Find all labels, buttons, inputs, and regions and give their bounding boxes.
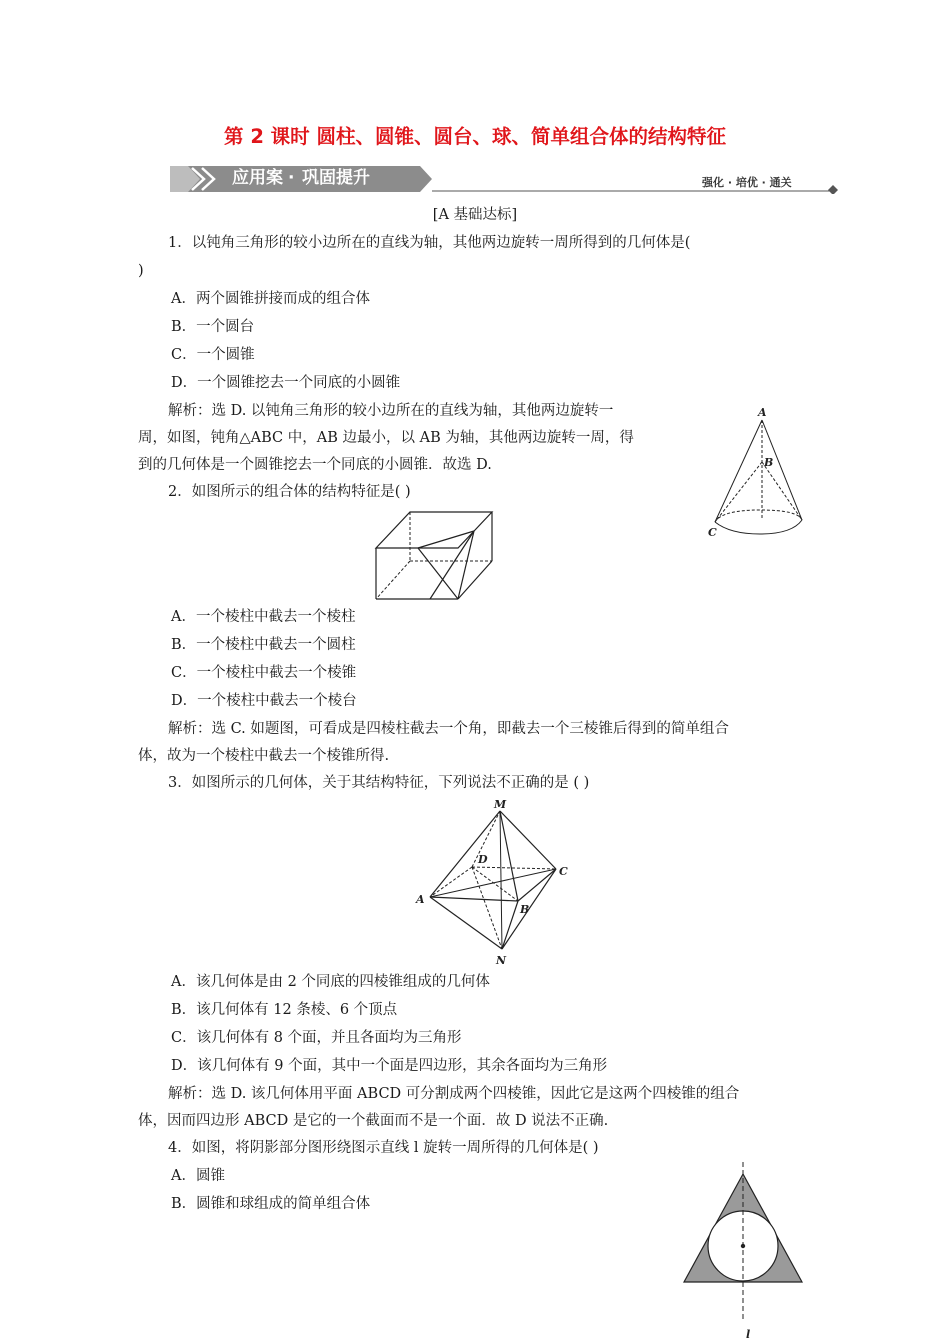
q4-triangle-figure xyxy=(676,1162,811,1342)
q1-option-b: B．一个圆台 xyxy=(171,319,255,335)
q3-option-d: D．该几何体有 9 个面，其中一个面是四边形，其余各面均为三角形 xyxy=(171,1058,608,1074)
q3-label-b: B xyxy=(520,903,530,916)
q3-label-n: N xyxy=(496,954,507,967)
page-title: 第 2 课时 圆柱、圆锥、圆台、球、简单组合体的结构特征 xyxy=(224,125,726,148)
q3-label-m: M xyxy=(494,798,507,811)
q3-solution-1: 解析：选 D. 该几何体用平面 ABCD 可分割成两个四棱锥，因此它是这两个四棱锥的组合 xyxy=(168,1086,740,1102)
q4-stem: 4．如图，将阴影部分图形绕图示直线 l 旋转一周所得的几何体是( ) xyxy=(168,1140,599,1156)
q1-option-a: A．两个圆锥拼接而成的组合体 xyxy=(171,291,370,307)
q3-label-c: C xyxy=(559,865,568,878)
q2-solution-2: 体，故为一个棱柱中截去一个棱锥所得. xyxy=(138,748,390,764)
q3-label-a: A xyxy=(416,893,425,906)
q3-octahedron-figure xyxy=(410,797,575,967)
q1-solution-1: 解析：选 D. 以钝角三角形的较小边所在的直线为轴，其他两边旋转一 xyxy=(168,403,614,419)
q2-option-c: C．一个棱柱中截去一个棱锥 xyxy=(171,665,357,681)
banner-dot: · xyxy=(288,168,295,188)
q3-solution-2: 体，因而四边形 ABCD 是它的一个截面而不是一个面．故 D 说法不正确. xyxy=(138,1113,609,1129)
q4-label-l: l xyxy=(746,1328,751,1341)
q1-label-c: C xyxy=(708,526,717,539)
q2-option-d: D．一个棱柱中截去一个棱台 xyxy=(171,693,357,709)
q3-option-b: B．该几何体有 12 条棱、6 个顶点 xyxy=(171,1002,398,1018)
banner-right: 巩固提升 xyxy=(302,168,370,188)
banner-tag: 强化 · 培优 · 通关 xyxy=(702,176,792,189)
q1-label-a: A xyxy=(758,406,767,419)
q2-option-b: B．一个棱柱中截去一个圆柱 xyxy=(171,637,356,653)
q1-stem: 1．以钝角三角形的较小边所在的直线为轴，其他两边旋转一周所得到的几何体是( xyxy=(168,235,691,251)
q2-solution-1: 解析：选 C. 如题图，可看成是四棱柱截去一个角，即截去一个三棱锥后得到的简单组合 xyxy=(168,721,729,737)
q4-option-b: B．圆锥和球组成的简单组合体 xyxy=(171,1196,371,1212)
banner-left: 应用案 xyxy=(232,168,283,188)
q1-cone-figure xyxy=(700,402,815,547)
q3-option-a: A．该几何体是由 2 个同底的四棱锥组成的几何体 xyxy=(171,974,490,990)
q1-solution-2: 周，如图，钝角△ABC 中，AB 边最小，以 AB 为轴，其他两边旋转一周，得 xyxy=(138,430,634,446)
q3-label-d: D xyxy=(478,853,488,866)
q3-stem: 3．如图所示的几何体，关于其结构特征，下列说法不正确的是 ( ) xyxy=(168,775,590,791)
q1-solution-3: 到的几何体是一个圆锥挖去一个同底的小圆锥．故选 D. xyxy=(138,457,492,473)
q2-stem: 2．如图所示的组合体的结构特征是( ) xyxy=(168,484,411,500)
q4-option-a: A．圆锥 xyxy=(171,1168,225,1184)
q1-stem-end: ) xyxy=(138,263,144,279)
q1-label-b: B xyxy=(764,456,774,469)
section-heading: [A 基础达标] xyxy=(432,207,518,223)
q3-option-c: C．该几何体有 8 个面，并且各面均为三角形 xyxy=(171,1030,462,1046)
q2-prism-figure xyxy=(370,506,498,602)
q1-option-d: D．一个圆锥挖去一个同底的小圆锥 xyxy=(171,375,401,391)
q2-option-a: A．一个棱柱中截去一个棱柱 xyxy=(171,609,356,625)
q1-option-c: C．一个圆锥 xyxy=(171,347,255,363)
